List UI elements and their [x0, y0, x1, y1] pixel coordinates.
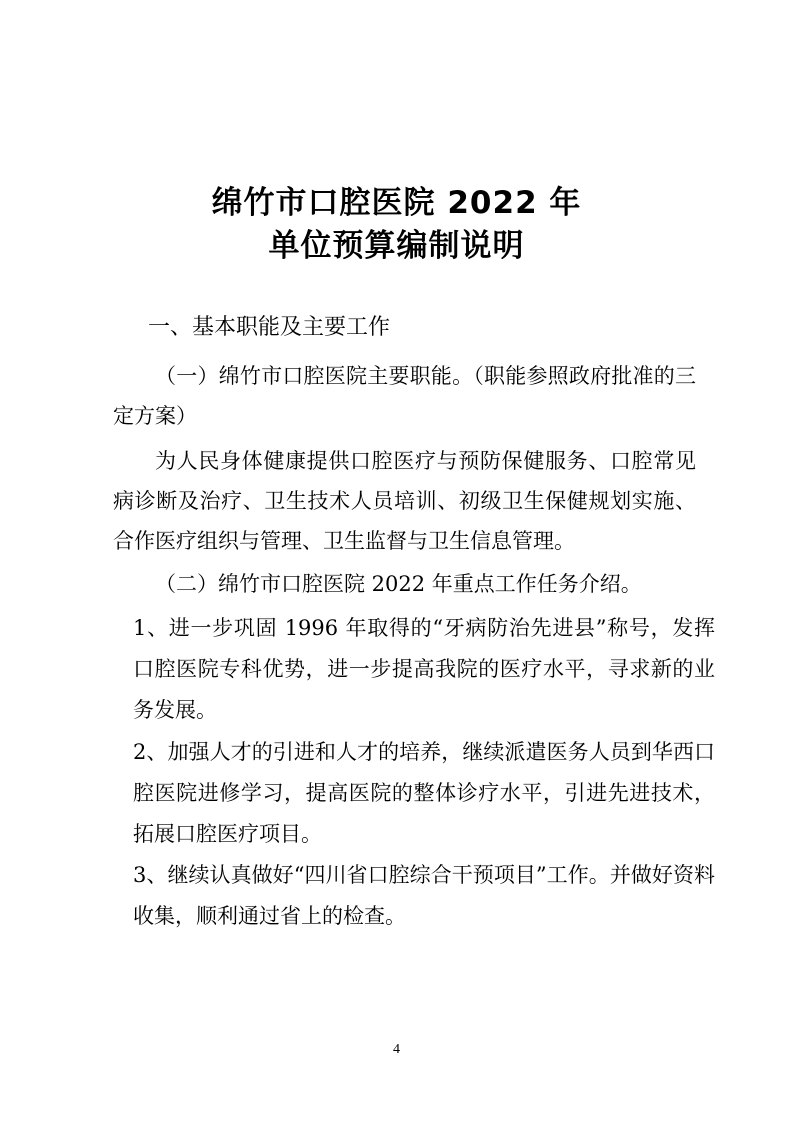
subsection-heading-key-tasks: （二）绵竹市口腔医院 2022 年重点工作任务介绍。 [155, 572, 642, 596]
section-heading-basic-functions: 一、基本职能及主要工作 [148, 315, 391, 340]
task-item-2: 2、加强人才的引进和人才的培养，继续派遣医务人员到华西口腔医院进修学习，提高医院的整体诊疗水平，引进先进技术，拓展口腔医疗项目。 [133, 740, 715, 846]
task-item-1: 1、进一步巩固 1996 年取得的“牙病防治先进县”称号，发挥口腔医院专科优势，进一步提高我院的医疗水平，寻求新的业务发展。 [133, 616, 715, 722]
document-title-line-2: 单位预算编制说明 [268, 228, 525, 264]
document-title-line-1: 绵竹市口腔医院 2022 年 [211, 185, 582, 221]
subsection-heading-main-functions: （一）绵竹市口腔医院主要职能。（职能参照政府批准的三定方案） [113, 364, 696, 428]
page-number: 4 [393, 1042, 400, 1057]
task-item-3: 3、继续认真做好“四川省口腔综合干预项目”工作。并做好资料收集，顺利通过省上的检查。 [133, 863, 715, 928]
duties-paragraph: 为人民身体健康提供口腔医疗与预防保健服务、口腔常见病诊断及治疗、卫生技术人员培训、初级卫生保健规划实施、合作医疗组织与管理、卫生监督与卫生信息管理。 [113, 449, 696, 553]
